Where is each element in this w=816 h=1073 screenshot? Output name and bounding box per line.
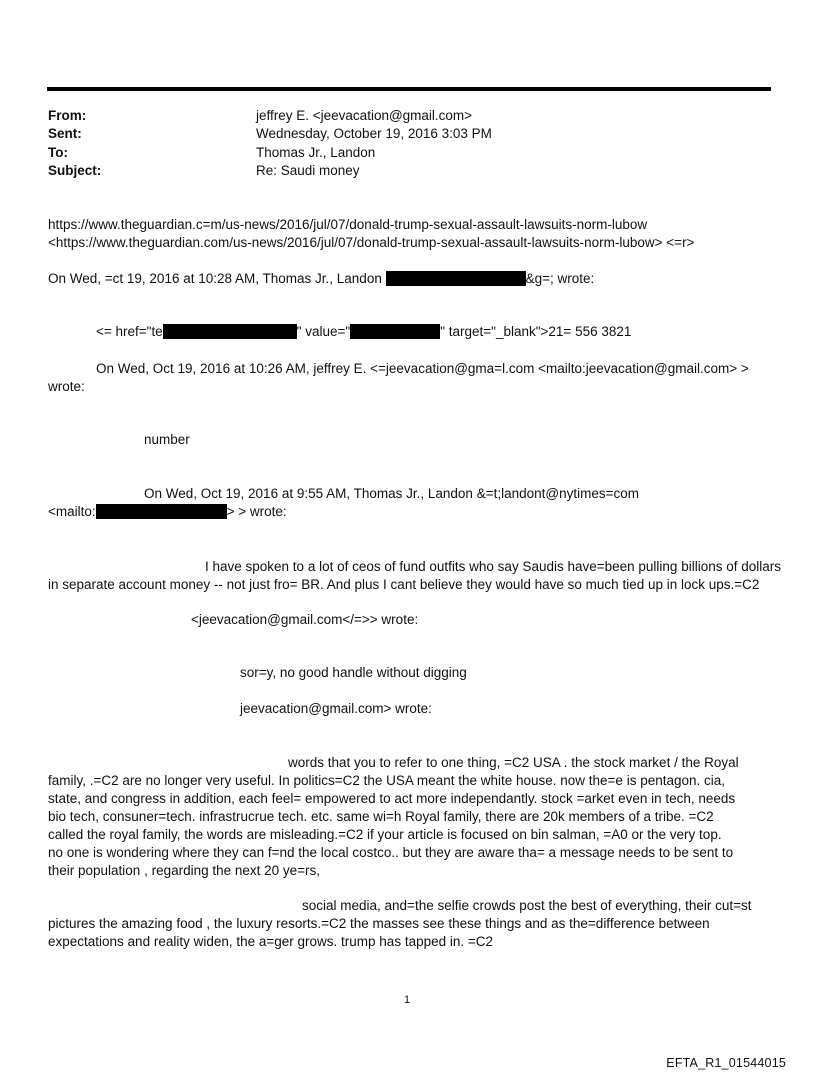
to-row bbox=[48, 144, 68, 162]
quote3-line-2 bbox=[48, 503, 287, 521]
para1-line-1: I have spoken to a lot of ceos of fund outfits who say Saudis have=been pulling billions of dollars bbox=[205, 559, 781, 574]
subject-row bbox=[48, 162, 101, 180]
para2-line-4: bio tech, consuner=tech. infrastrucrue tech. etc. same wi=h Royal family, there are 20k members of a tribe. =C2 bbox=[48, 809, 714, 824]
para3-line-3: expectations and reality widen, the a=ger grows. trump has tapped in. =C2 bbox=[48, 934, 494, 949]
quote1-suffix: &g=; wrote: bbox=[525, 271, 595, 286]
para3-line-2: pictures the amazing food , the luxury resorts.=C2 the masses see these things and as the=difference between bbox=[48, 916, 710, 931]
quote1-prefix: On Wed, =ct 19, 2016 at 10:28 AM, Thomas Jr., Landon bbox=[48, 271, 382, 286]
quote3-suffix: > > wrote: bbox=[226, 504, 287, 519]
number-line: number bbox=[144, 432, 190, 447]
sent-label: Sent: bbox=[48, 126, 82, 141]
page-number: 1 bbox=[404, 994, 411, 1006]
from-row bbox=[48, 107, 86, 125]
href-prefix: <= href="te bbox=[96, 324, 163, 339]
para2-line-5: called the royal family, the words are misleading.=C2 if your article is focused on bin salman, =A0 or the very top. bbox=[48, 827, 722, 842]
quote2-line-2: wrote: bbox=[48, 379, 85, 394]
para2-line-1: words that you to refer to one thing, =C2 USA . the stock market / the Royal bbox=[288, 755, 739, 770]
to-value: Thomas Jr., Landon bbox=[256, 145, 376, 160]
redaction-block bbox=[386, 271, 526, 286]
sent-value: Wednesday, October 19, 2016 3:03 PM bbox=[256, 126, 492, 141]
href-suffix: " target="_blank">21= 556 3821 bbox=[440, 324, 632, 339]
url-line-1: https://www.theguardian.c=m/us-news/2016/jul/07/donald-trump-sexual-assault-lawsuits-norm-lubow bbox=[48, 217, 648, 232]
quote2-line-1: On Wed, Oct 19, 2016 at 10:26 AM, jeffrey E. <=jeevacation@gma=l.com <mailto:jeevacation@gmail.com> > bbox=[96, 361, 749, 376]
sent-row bbox=[48, 125, 82, 143]
quote3-prefix: <mailto: bbox=[48, 504, 96, 519]
para2-line-3: state, and congress in addition, each feel= empowered to act more independantly. stock =arket even in tech, needs bbox=[48, 791, 736, 806]
document-id: EFTA_R1_01544015 bbox=[666, 1056, 786, 1070]
para2-line-6: no one is wondering where they can f=nd the local costco.. but they are aware tha= a message needs to be sent to bbox=[48, 845, 734, 860]
jee-line-2: jeevacation@gmail.com> wrote: bbox=[240, 701, 432, 716]
para1-line-2: in separate account money -- not just fro= BR. And plus I cant believe they would have so much tied up in lock ups.=C2 bbox=[48, 577, 760, 592]
subject-label: Subject: bbox=[48, 163, 102, 178]
quote1-line bbox=[48, 270, 594, 288]
top-rule bbox=[47, 87, 771, 91]
href-line bbox=[96, 323, 631, 341]
href-mid: " value=" bbox=[296, 324, 351, 339]
to-label: To: bbox=[48, 145, 68, 160]
jee-line-1: <jeevacation@gmail.com</=>> wrote: bbox=[191, 612, 419, 627]
from-value: jeffrey E. <jeevacation@gmail.com> bbox=[256, 108, 473, 123]
url-line-2: <https://www.theguardian.com/us-news/2016/jul/07/donald-trump-sexual-assault-lawsuits-norm-lubow> <=r> bbox=[48, 235, 695, 250]
subject-value: Re: Saudi money bbox=[256, 163, 360, 178]
redaction-block bbox=[96, 504, 227, 519]
quote3-line-1: On Wed, Oct 19, 2016 at 9:55 AM, Thomas Jr., Landon &=t;landont@nytimes=com bbox=[144, 486, 639, 501]
redaction-block bbox=[163, 324, 297, 339]
redaction-block bbox=[350, 324, 440, 339]
para2-line-2: family, .=C2 are no longer very useful. In politics=C2 the USA meant the white house. now the=e is pentagon. cia, bbox=[48, 773, 726, 788]
sorry-line: sor=y, no good handle without digging bbox=[240, 665, 467, 680]
para2-line-7: their population , regarding the next 20 ye=rs, bbox=[48, 863, 321, 878]
para3-line-1: social media, and=the selfie crowds post the best of everything, their cut=st bbox=[302, 898, 752, 913]
from-label: From: bbox=[48, 108, 87, 123]
